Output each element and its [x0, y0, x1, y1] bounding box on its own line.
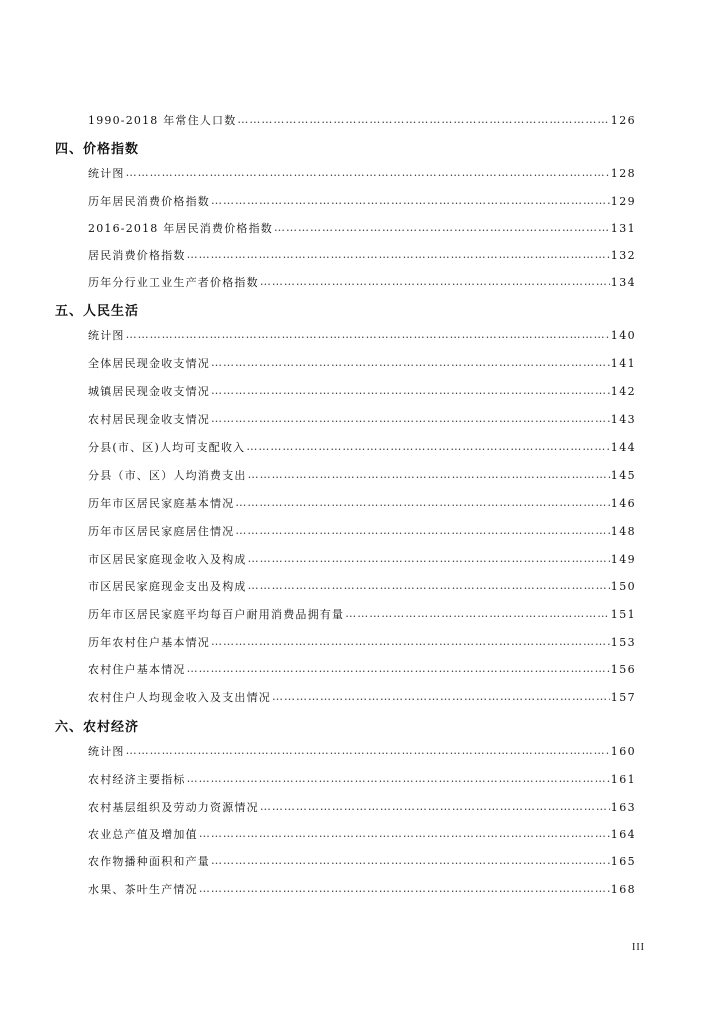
dot-leader [211, 383, 610, 399]
toc-entry-title: 1990-2018 年常住人口数 [88, 114, 237, 127]
toc-entry-page: 131 [610, 221, 636, 235]
toc-entry-page: 156 [610, 662, 636, 676]
toc-entry[interactable] [88, 689, 636, 705]
toc-entry[interactable] [88, 411, 636, 427]
toc-entry[interactable] [88, 743, 636, 759]
toc-entry-page: 145 [610, 468, 636, 482]
toc-entry-page: 140 [610, 328, 636, 342]
toc-entry-page: 148 [610, 524, 636, 538]
dot-leader [237, 112, 609, 128]
toc-entry-page: 157 [610, 690, 636, 704]
dot-leader [345, 606, 610, 622]
section-heading: 六、农村经济 [55, 719, 140, 735]
toc-entry-title: 居民消费价格指数 [88, 249, 186, 262]
toc-entry-page: 132 [610, 248, 636, 262]
toc-entry-page: 129 [610, 194, 636, 208]
toc-entry[interactable] [88, 274, 636, 290]
toc-entry-page: 146 [610, 496, 636, 510]
section-heading: 四、价格指数 [55, 141, 140, 157]
toc-entry-title: 市区居民家庭现金收入及构成 [88, 553, 247, 566]
dot-leader [248, 467, 610, 483]
page-number: III [632, 942, 645, 953]
toc-entry-title: 农村居民现金收支情况 [88, 413, 210, 426]
toc-entry[interactable] [88, 327, 636, 343]
dot-leader [187, 771, 610, 787]
dot-leader [248, 578, 610, 594]
toc-entry[interactable] [88, 220, 636, 236]
toc-entry-page: 134 [610, 275, 636, 289]
dot-leader [187, 661, 610, 677]
dot-leader [199, 826, 610, 842]
toc-entry-page: 150 [610, 579, 636, 593]
toc-entry-title: 历年农村住户基本情况 [88, 636, 210, 649]
toc-entry[interactable] [88, 112, 636, 128]
toc-entry[interactable] [88, 165, 636, 181]
toc-entry[interactable] [88, 634, 636, 650]
toc-entry-page: 126 [610, 113, 636, 127]
dot-leader [246, 439, 609, 455]
toc-entry-page: 144 [610, 440, 636, 454]
toc-entry[interactable] [88, 881, 636, 897]
toc-entry-page: 128 [610, 166, 636, 180]
toc-entry-title: 市区居民家庭现金支出及构成 [88, 580, 247, 593]
dot-leader [211, 193, 610, 209]
toc-entry-page: 141 [610, 356, 636, 370]
toc-entry-page: 149 [610, 552, 636, 566]
dot-leader [126, 165, 610, 181]
toc-entry[interactable] [88, 578, 636, 594]
toc-entry-page: 160 [610, 744, 636, 758]
toc-entry-page: 161 [610, 772, 636, 786]
dot-leader [187, 247, 610, 263]
toc-entry[interactable] [88, 467, 636, 483]
toc-entry-page: 163 [610, 800, 636, 814]
dot-leader [211, 634, 610, 650]
toc-entry-title: 农业总产值及增加值 [88, 828, 198, 841]
toc-entry-title: 历年市区居民家庭居住情况 [88, 525, 235, 538]
dot-leader [126, 327, 610, 343]
toc-entry[interactable] [88, 551, 636, 567]
toc-entry-title: 城镇居民现金收支情况 [88, 385, 210, 398]
toc-entry-title: 分县(市、区)人均可支配收入 [88, 441, 246, 454]
toc-entry-title: 分县（市、区）人均消费支出 [88, 469, 247, 482]
toc-entry[interactable] [88, 355, 636, 371]
toc-entry-title: 统计图 [88, 745, 125, 758]
toc-entry[interactable] [88, 771, 636, 787]
toc-entry-page: 142 [610, 384, 636, 398]
toc-entry[interactable] [88, 439, 636, 455]
dot-leader [211, 411, 610, 427]
toc-entry-title: 历年市区居民家庭基本情况 [88, 497, 235, 510]
dot-leader [126, 743, 610, 759]
dot-leader [235, 523, 609, 539]
toc-entry[interactable] [88, 826, 636, 842]
dot-leader [235, 495, 609, 511]
dot-leader [211, 853, 610, 869]
toc-entry-page: 151 [610, 607, 636, 621]
toc-entry-title: 农村基层组织及劳动力资源情况 [88, 801, 259, 814]
toc-entry[interactable] [88, 523, 636, 539]
dot-leader [211, 355, 610, 371]
toc-entry-page: 165 [610, 854, 636, 868]
toc-entry[interactable] [88, 799, 636, 815]
toc-entry-title: 历年市区居民家庭平均每百户耐用消费品拥有量 [88, 608, 345, 621]
toc-entry-title: 农村住户人均现金收入及支出情况 [88, 691, 271, 704]
toc-entry-page: 168 [610, 882, 636, 896]
toc-entry[interactable] [88, 606, 636, 622]
toc-entry-page: 143 [610, 412, 636, 426]
toc-entry-title: 2016-2018 年居民消费价格指数 [88, 222, 274, 235]
toc-entry-title: 全体居民现金收支情况 [88, 357, 210, 370]
toc-entry-title: 水果、茶叶生产情况 [88, 883, 198, 896]
dot-leader [260, 274, 610, 290]
toc-entry[interactable] [88, 193, 636, 209]
dot-leader [274, 220, 610, 236]
section-heading: 五、人民生活 [55, 303, 140, 319]
toc-entry-page: 164 [610, 827, 636, 841]
toc-entry[interactable] [88, 661, 636, 677]
toc-entry-title: 统计图 [88, 329, 125, 342]
toc-entry-title: 农村住户基本情况 [88, 663, 186, 676]
dot-leader [199, 881, 610, 897]
toc-entry-title: 统计图 [88, 167, 125, 180]
dot-leader [260, 799, 610, 815]
dot-leader [248, 551, 610, 567]
toc-entry[interactable] [88, 495, 636, 511]
toc-entry-title: 历年分行业工业生产者价格指数 [88, 276, 259, 289]
toc-entry-title: 农作物播种面积和产量 [88, 855, 210, 868]
toc-entry[interactable] [88, 853, 636, 869]
toc-entry[interactable] [88, 247, 636, 263]
dot-leader [272, 689, 610, 705]
toc-entry-title: 农村经济主要指标 [88, 773, 186, 786]
toc-entry[interactable] [88, 383, 636, 399]
toc-entry-page: 153 [610, 635, 636, 649]
toc-entry-title: 历年居民消费价格指数 [88, 195, 210, 208]
